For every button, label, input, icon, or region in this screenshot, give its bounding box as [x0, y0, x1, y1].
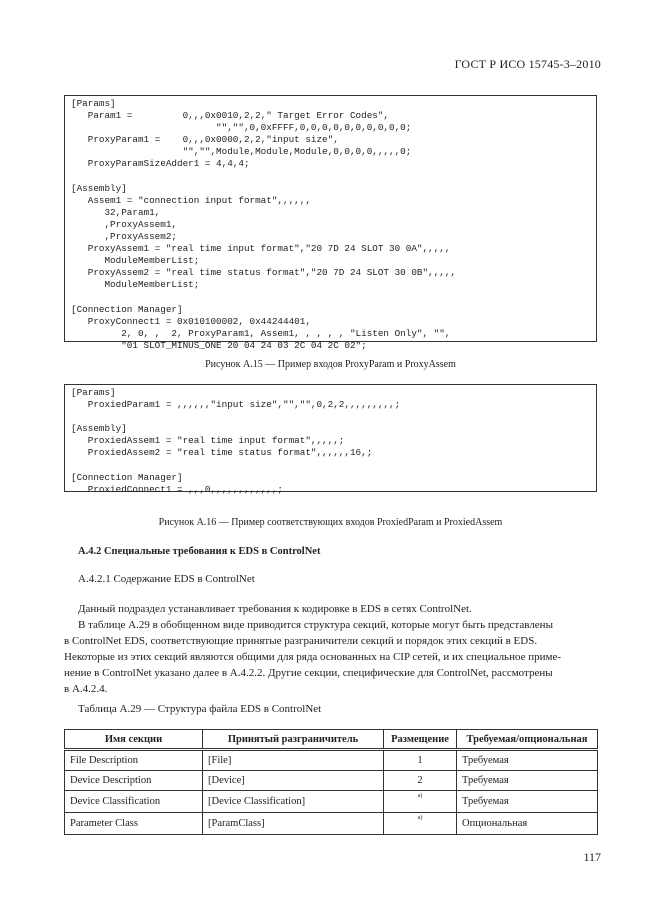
column-header: Размещение — [384, 730, 457, 750]
column-header: Принятый разграничитель — [203, 730, 384, 750]
page-number: 117 — [583, 850, 601, 864]
code-listing: [Params] ProxiedParam1 = ,,,,,,"input size","","",0,2,2,,,,,,,,,; [Assembly] ProxiedAssem1 = "real time input format",,,,,; ProxiedAssem2 = "real time status format",,,,,,16,; [Connection Manager] ProxiedConnect1 = ,,,0,,,,,,,,,,,,; — [71, 387, 401, 495]
paragraph-line: В таблице А.29 в обобщенном виде приводится структура секций, которые могут быть представлены — [78, 619, 553, 631]
table-cell: [Device] — [203, 771, 384, 791]
table-cell: [File] — [203, 750, 384, 771]
table-cell: Требуемая — [457, 750, 598, 771]
subsection-heading: А.4.2.1 Содержание EDS в ControlNet — [78, 573, 255, 585]
column-header: Требуемая/опциональная — [457, 730, 598, 750]
table-row — [65, 750, 598, 771]
table-cell: 2 — [384, 771, 457, 791]
table-row — [65, 771, 598, 791]
table-cell: Требуемая — [457, 771, 598, 791]
standard-header: ГОСТ Р ИСО 15745-3–2010 — [454, 57, 601, 71]
table-cell: [ParamClass] — [203, 813, 384, 835]
paragraph-line: Некоторые из этих секций являются общими для ряда основанных на CIP сетей, и их специальное приме- — [64, 651, 562, 663]
table-cell: Требуемая — [457, 791, 598, 813]
table-cell-footnote-ref: а) — [384, 791, 457, 813]
table-cell: Device Description — [65, 771, 203, 791]
table-cell: Parameter Class — [65, 813, 203, 835]
code-listing: [Params] Param1 = 0,,,0x0010,2,2," Target Error Codes", "","",0,0xFFFF,0,0,0,0,0,0,0,0,0,0; ProxyParam1 = 0,,,0x0000,2,2,"input size", "","",Module,Module,Module,0,0,0,0,,,,,0; ProxyParamSizeAdder1 = 4,4,4; [Assembly] Assem1 = "connection input format",,,,,, 32,Param1, ,ProxyAssem1, ,ProxyAssem2; ProxyAssem1 = "real time input format","20 7D 24 SLOT 30 0A",,,,, ModuleMemberList; ProxyAssem2 = "real time status format","20 7D 24 SLOT 30 0B",,,,, ModuleMemberList; [Connection Manager] ProxyConnect1 = 0x010100002, 0x44244401, 2, 0, , 2, ProxyParam1, Assem1, , , , , "Listen Only", "", "01 SLOT_MINUS_ONE 20 04 24 03 2C 04 2C 02"; — [71, 98, 456, 351]
paragraph-line: нение в ControlNet указано далее в А.4.2.2. Другие секции, специфические для ControlNet, рассмотрены — [64, 667, 553, 679]
figure-caption-a15: Рисунок А.15 — Пример входов ProxyParam и ProxyAssem — [205, 359, 456, 370]
table-cell: [Device Classification] — [203, 791, 384, 813]
table-row — [65, 813, 598, 835]
table-cell: 1 — [384, 750, 457, 771]
paragraph-line: в ControlNet EDS, соответствующие принятые разграничители секций и порядок этих секций в EDS. — [64, 635, 538, 647]
paragraph-line: в А.4.2.4. — [64, 683, 108, 695]
table-row — [65, 791, 598, 813]
table-cell: Device Classification — [65, 791, 203, 813]
paragraph: Данный подраздел устанавливает требования к кодировке в EDS в сетях ControlNet. — [78, 603, 472, 615]
column-header: Имя секции — [65, 730, 203, 750]
code-example-figure-a15 — [64, 95, 597, 351]
table-cell: Опциональная — [457, 813, 598, 835]
table-cell-footnote-ref: а) — [384, 813, 457, 835]
table-header-row — [65, 730, 598, 750]
code-example-figure-a16 — [64, 384, 597, 495]
figure-caption-a16: Рисунок А.16 — Пример соответствующих входов ProxiedParam и ProxiedAssem — [158, 517, 503, 528]
table-title: Таблица А.29 — Структура файла EDS в ControlNet — [78, 703, 322, 715]
eds-structure-table — [64, 729, 598, 835]
section-heading: А.4.2 Специальные требования к EDS в ControlNet — [78, 546, 321, 557]
table-cell: File Description — [65, 750, 203, 771]
